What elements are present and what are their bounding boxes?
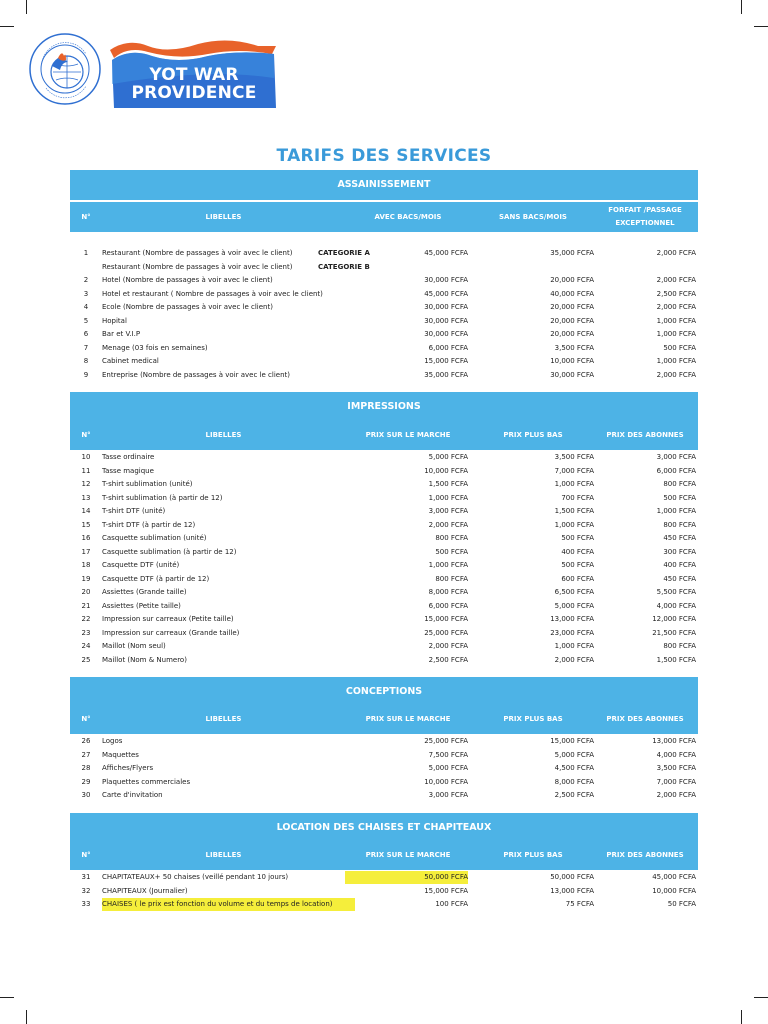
price-cell: 15,000 FCFA [424, 615, 468, 623]
row-label: Restaurant (Nombre de passages à voir avec le client) [102, 249, 293, 257]
brand-name-line2: PROVIDENCE [131, 83, 257, 103]
crop-mark [0, 997, 14, 998]
column-header: PRIX PLUS BAS [503, 714, 563, 723]
table-row [70, 776, 698, 789]
crop-mark [0, 26, 14, 27]
category-label: CATEGORIE B [318, 262, 370, 271]
price-cell: 6,000 FCFA [656, 466, 696, 475]
crop-mark [26, 1010, 27, 1024]
row-number: 3 [83, 289, 89, 298]
row-number: 15 [81, 520, 91, 529]
price-cell: 30,000 FCFA [424, 303, 468, 311]
crop-mark [26, 0, 27, 14]
price-cell: 6,000 FCFA [428, 343, 468, 352]
price-cell: 5,500 FCFA [656, 588, 696, 596]
price-cell: 100 FCFA [435, 900, 468, 908]
price-cell: 20,000 FCFA [550, 330, 594, 338]
price-cell: 2,000 FCFA [656, 370, 696, 379]
price-cell: 30,000 FCFA [424, 330, 468, 338]
row-label: Impression sur carreaux (Grande taille) [102, 628, 240, 637]
table-row [70, 532, 698, 545]
row-label: CHAISES ( le prix est fonction du volume et du temps de location) [102, 898, 355, 911]
price-cell: 15,000 FCFA [424, 357, 468, 365]
table-row [70, 586, 698, 599]
table-row [70, 640, 698, 653]
row-number: 7 [83, 343, 89, 352]
crop-mark [754, 26, 768, 27]
price-cell: 8,000 FCFA [554, 777, 594, 786]
price-cell: 450 FCFA [663, 534, 696, 542]
price-cell: 1,000 FCFA [656, 330, 696, 338]
price-cell: 7,500 FCFA [428, 750, 468, 759]
row-label: CHAPITEAUX (Journalier) [102, 886, 188, 895]
price-cell: 5,000 FCFA [428, 764, 468, 772]
table-row [70, 627, 698, 640]
column-header: AVEC BACS/MOIS [374, 212, 442, 221]
column-header: PRIX SUR LE MARCHE [365, 714, 451, 723]
price-cell: 2,000 FCFA [656, 303, 696, 311]
price-cell: 20,000 FCFA [550, 303, 594, 311]
price-cell: 3,500 FCFA [554, 343, 594, 352]
row-number: 2 [83, 276, 89, 284]
table-row [70, 342, 698, 355]
column-header: PRIX PLUS BAS [503, 850, 563, 859]
row-label: CHAPITATEAUX+ 50 chaises (veillé pendant 10 jours) [102, 873, 289, 881]
row-number: 31 [81, 873, 91, 881]
table-row [70, 749, 698, 762]
price-cell: 2,500 FCFA [656, 289, 696, 298]
column-header: N° [81, 714, 91, 723]
row-number: 21 [81, 601, 91, 610]
table-row [70, 573, 698, 586]
column-header: LIBELLES [205, 850, 242, 859]
price-cell: 6,000 FCFA [428, 601, 468, 610]
row-number: 20 [81, 588, 91, 596]
price-cell: 1,000 FCFA [656, 507, 696, 515]
table-row [70, 559, 698, 572]
column-header: PRIX SUR LE MARCHE [365, 850, 451, 859]
column-headers [70, 840, 698, 870]
row-number [70, 261, 102, 274]
price-cell: 4,000 FCFA [656, 750, 696, 759]
price-cell: 2,000 FCFA [428, 642, 468, 650]
table-row [70, 505, 698, 518]
row-label: Maillot (Nom & Numero) [102, 655, 187, 664]
row-number: 4 [83, 303, 89, 311]
row-number: 8 [83, 357, 89, 365]
price-cell: 30,000 FCFA [550, 370, 594, 379]
row-label: Ecole (Nombre de passages à voir avec le client) [102, 303, 273, 311]
row-number: 19 [81, 574, 91, 583]
row-label: T-shirt DTF (unité) [102, 507, 166, 515]
column-headers [70, 420, 698, 450]
row-number: 27 [81, 750, 91, 759]
row-number: 17 [81, 547, 91, 556]
price-cell: 2,000 FCFA [656, 249, 696, 257]
column-header-line: EXCEPTIONNEL [615, 219, 675, 227]
table-row [70, 261, 698, 274]
row-number: 33 [81, 900, 91, 908]
price-cell: 800 FCFA [663, 480, 696, 488]
table-row [70, 274, 698, 287]
row-label: Hotel et restaurant ( Nombre de passages à voir avec le client) [102, 289, 323, 298]
price-cell: 1,500 FCFA [428, 480, 468, 488]
price-cell: 23,000 FCFA [550, 628, 594, 637]
row-label: Impression sur carreaux (Petite taille) [102, 615, 234, 623]
price-cell: 13,000 FCFA [550, 886, 594, 895]
price-cell: 6,500 FCFA [554, 588, 594, 596]
row-label: T-shirt sublimation (à partir de 12) [102, 493, 223, 502]
price-cell: 1,000 FCFA [554, 642, 594, 650]
table-row [70, 519, 698, 532]
brand-name-line1: YOT WAR [149, 65, 239, 85]
column-header: LIBELLES [205, 212, 242, 221]
table-row [70, 369, 698, 382]
row-label: Assiettes (Petite taille) [102, 601, 181, 610]
price-cell: 500 FCFA [663, 493, 696, 502]
price-cell: 1,000 FCFA [554, 520, 594, 529]
row-label: T-shirt DTF (à partir de 12) [102, 520, 196, 529]
price-cell: 50 FCFA [667, 900, 696, 908]
table-row [70, 492, 698, 505]
price-cell: 500 FCFA [663, 343, 696, 352]
price-cell: 2,000 FCFA [656, 276, 696, 284]
table-row [70, 871, 698, 884]
price-cell: 75 FCFA [565, 900, 594, 908]
section-title-assainissement: ASSAINISSEMENT [70, 170, 698, 200]
crop-mark [741, 1010, 742, 1024]
column-header: N° [81, 430, 91, 439]
row-label: Hotel (Nombre de passages à voir avec le client) [102, 276, 273, 284]
price-cell: 3,000 FCFA [428, 507, 468, 515]
price-cell: 3,000 FCFA [428, 791, 468, 799]
row-number: 10 [81, 453, 91, 461]
price-cell: 2,000 FCFA [554, 655, 594, 664]
table-row [70, 762, 698, 775]
price-cell: 50,000 FCFA [345, 871, 468, 884]
row-label: Casquette DTF (unité) [102, 561, 180, 569]
category-label: CATEGORIE A [318, 249, 370, 257]
price-cell: 50,000 FCFA [550, 873, 594, 881]
price-cell: 45,000 FCFA [424, 289, 468, 298]
table-row [70, 328, 698, 341]
price-cell: 10,000 FCFA [550, 357, 594, 365]
section-title-impressions: IMPRESSIONS [70, 392, 698, 422]
price-cell: 35,000 FCFA [424, 370, 468, 379]
row-number: 1 [83, 249, 89, 257]
price-cell: 30,000 FCFA [424, 316, 468, 325]
column-headers [70, 202, 698, 232]
row-label: Bar et V.I.P [102, 330, 141, 338]
column-header: PRIX DES ABONNES [606, 714, 684, 723]
price-cell: 45,000 FCFA [424, 249, 468, 257]
price-cell: 800 FCFA [435, 534, 468, 542]
column-header: N° [81, 850, 91, 859]
price-cell [594, 261, 696, 274]
company-seal-logo [28, 32, 102, 106]
price-cell: 25,000 FCFA [424, 737, 468, 745]
price-cell: 4,500 FCFA [554, 764, 594, 772]
column-header: SANS BACS/MOIS [499, 212, 567, 221]
row-number: 16 [81, 534, 91, 542]
table-row [70, 613, 698, 626]
price-cell: 600 FCFA [561, 574, 594, 583]
row-number: 13 [81, 493, 91, 502]
price-cell: 21,500 FCFA [652, 628, 696, 637]
price-cell: 2,500 FCFA [428, 655, 468, 664]
price-cell: 20,000 FCFA [550, 276, 594, 284]
price-cell: 10,000 FCFA [424, 777, 468, 786]
column-header: PRIX SUR LE MARCHE [365, 430, 451, 439]
crop-mark [741, 0, 742, 14]
price-cell: 1,000 FCFA [428, 493, 468, 502]
price-cell: 3,500 FCFA [554, 453, 594, 461]
row-label: Assiettes (Grande taille) [102, 588, 187, 596]
row-number: 14 [81, 507, 91, 515]
crop-mark [754, 997, 768, 998]
price-cell: 4,000 FCFA [656, 601, 696, 610]
row-label: Affiches/Flyers [102, 764, 154, 772]
price-cell: 7,000 FCFA [656, 777, 696, 786]
price-cell: 1,000 FCFA [656, 357, 696, 365]
row-label: Casquette DTF (à partir de 12) [102, 574, 210, 583]
row-number: 28 [81, 764, 91, 772]
row-label: Menage (03 fois en semaines) [102, 343, 208, 352]
row-number: 25 [81, 655, 91, 664]
row-number: 32 [81, 886, 91, 895]
price-cell: 1,000 FCFA [656, 316, 696, 325]
table-row [70, 600, 698, 613]
price-cell: 5,000 FCFA [554, 601, 594, 610]
price-cell: 800 FCFA [435, 574, 468, 583]
price-cell: 500 FCFA [435, 547, 468, 556]
price-cell: 700 FCFA [561, 493, 594, 502]
price-cell: 3,000 FCFA [656, 453, 696, 461]
row-number: 6 [83, 330, 89, 338]
table-row [70, 898, 698, 911]
price-cell: 400 FCFA [663, 561, 696, 569]
price-cell: 2,500 FCFA [554, 791, 594, 799]
row-label: Cabinet medical [102, 357, 159, 365]
row-label: T-shirt sublimation (unité) [102, 480, 193, 488]
table-row [70, 885, 698, 898]
row-number: 24 [81, 642, 91, 650]
row-number: 30 [81, 791, 91, 799]
table-row [70, 789, 698, 802]
row-number: 26 [81, 737, 91, 745]
price-cell: 12,000 FCFA [652, 615, 696, 623]
price-cell: 25,000 FCFA [424, 628, 468, 637]
row-label: Tasse magique [102, 466, 154, 475]
column-header: PRIX PLUS BAS [503, 430, 563, 439]
row-label: Maquettes [102, 750, 139, 759]
price-cell: 1,500 FCFA [656, 655, 696, 664]
column-header: PRIX DES ABONNES [606, 430, 684, 439]
page-title: TARIFS DES SERVICES [276, 146, 492, 166]
row-label: Tasse ordinaire [102, 453, 155, 461]
row-number: 11 [81, 466, 91, 475]
column-header: LIBELLES [205, 430, 242, 439]
price-cell: 400 FCFA [561, 547, 594, 556]
price-cell: 800 FCFA [663, 642, 696, 650]
column-header: LIBELLES [205, 714, 242, 723]
table-row [70, 315, 698, 328]
table-row [70, 735, 698, 748]
table-row [70, 355, 698, 368]
table-row [70, 451, 698, 464]
row-label: Maillot (Nom seul) [102, 642, 166, 650]
price-cell: 450 FCFA [663, 574, 696, 583]
row-label: Casquette sublimation (unité) [102, 534, 207, 542]
row-label: Restaurant (Nombre de passages à voir avec le client) [102, 262, 293, 271]
row-label: Entreprise (Nombre de passages à voir avec le client) [102, 370, 290, 379]
price-cell: 45,000 FCFA [652, 873, 696, 881]
section-title-location: LOCATION DES CHAISES ET CHAPITEAUX [70, 813, 698, 843]
table-row [70, 288, 698, 301]
price-cell: 35,000 FCFA [550, 249, 594, 257]
price-cell: 3,500 FCFA [656, 764, 696, 772]
table-row [70, 478, 698, 491]
row-number: 23 [81, 628, 91, 637]
price-cell [345, 261, 468, 274]
table-row [70, 465, 698, 478]
brand-name [112, 66, 276, 102]
row-number: 9 [83, 370, 89, 379]
price-cell: 20,000 FCFA [550, 316, 594, 325]
price-cell: 15,000 FCFA [550, 737, 594, 745]
price-cell: 1,000 FCFA [428, 561, 468, 569]
section-title-conceptions: CONCEPTIONS [70, 677, 698, 707]
row-number: 22 [81, 615, 91, 623]
column-header [590, 202, 700, 232]
price-cell: 5,000 FCFA [428, 453, 468, 461]
column-header: N° [81, 212, 91, 221]
table-row [70, 546, 698, 559]
price-cell: 15,000 FCFA [424, 886, 468, 895]
row-number: 5 [83, 316, 89, 325]
price-cell: 13,000 FCFA [550, 615, 594, 623]
row-label: Casquette sublimation (à partir de 12) [102, 547, 237, 556]
price-cell: 1,500 FCFA [554, 507, 594, 515]
price-cell: 10,000 FCFA [424, 466, 468, 475]
price-cell: 1,000 FCFA [554, 480, 594, 488]
price-cell: 8,000 FCFA [428, 588, 468, 596]
price-cell: 300 FCFA [663, 547, 696, 556]
column-header: PRIX DES ABONNES [606, 850, 684, 859]
row-label: Logos [102, 737, 123, 745]
price-cell [468, 261, 594, 274]
price-cell: 40,000 FCFA [550, 289, 594, 298]
price-cell: 30,000 FCFA [424, 276, 468, 284]
price-cell: 7,000 FCFA [554, 466, 594, 475]
row-number: 29 [81, 777, 91, 786]
table-row [70, 301, 698, 314]
row-number: 12 [81, 480, 91, 488]
column-headers [70, 704, 698, 734]
table-row [70, 654, 698, 667]
row-label: Carte d'invitation [102, 791, 163, 799]
price-cell: 2,000 FCFA [656, 791, 696, 799]
row-number: 18 [81, 561, 91, 569]
price-cell: 10,000 FCFA [652, 886, 696, 895]
price-cell: 2,000 FCFA [428, 520, 468, 529]
column-header-line: FORFAIT /PASSAGE [608, 206, 682, 214]
price-cell: 5,000 FCFA [554, 750, 594, 759]
price-cell: 13,000 FCFA [652, 737, 696, 745]
table-row [70, 247, 698, 260]
price-cell: 500 FCFA [561, 534, 594, 542]
price-cell: 800 FCFA [663, 520, 696, 529]
row-label: Hopital [102, 316, 127, 325]
price-cell: 500 FCFA [561, 561, 594, 569]
row-label: Plaquettes commerciales [102, 777, 191, 786]
